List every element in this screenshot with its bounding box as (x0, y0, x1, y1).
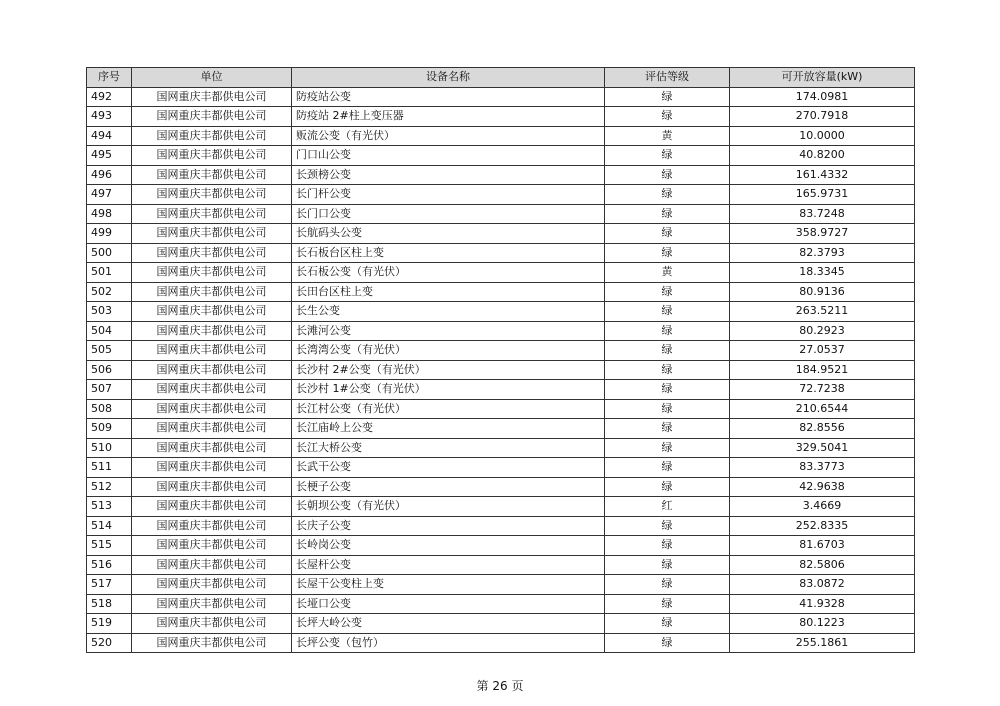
unit-cell: 国网重庆丰都供电公司 (132, 126, 292, 146)
table-row (87, 341, 915, 361)
unit-cell: 国网重庆丰都供电公司 (132, 380, 292, 400)
table-row (87, 399, 915, 419)
device-name-cell: 长庆子公变 (292, 516, 605, 536)
serial-number-cell: 513 (87, 497, 132, 517)
evaluation-level-cell: 红 (605, 497, 730, 517)
evaluation-level-cell: 绿 (605, 438, 730, 458)
evaluation-level-cell: 绿 (605, 399, 730, 419)
unit-cell: 国网重庆丰都供电公司 (132, 185, 292, 205)
evaluation-level-cell: 绿 (605, 224, 730, 244)
serial-number-cell: 495 (87, 146, 132, 166)
table-row (87, 536, 915, 556)
device-name-cell: 长江大桥公变 (292, 438, 605, 458)
evaluation-level-cell: 绿 (605, 594, 730, 614)
unit-cell: 国网重庆丰都供电公司 (132, 633, 292, 653)
serial-number-cell: 503 (87, 302, 132, 322)
unit-cell: 国网重庆丰都供电公司 (132, 438, 292, 458)
open-capacity-cell: 3.4669 (730, 497, 915, 517)
table-row (87, 224, 915, 244)
serial-number-cell: 509 (87, 419, 132, 439)
table-row (87, 438, 915, 458)
device-name-cell: 长坪大岭公变 (292, 614, 605, 634)
open-capacity-cell: 80.2923 (730, 321, 915, 341)
device-name-cell: 长沙村 1#公变（有光伏） (292, 380, 605, 400)
serial-number-cell: 519 (87, 614, 132, 634)
device-name-cell: 长田台区柱上变 (292, 282, 605, 302)
unit-cell: 国网重庆丰都供电公司 (132, 87, 292, 107)
header-serial-number: 序号 (87, 68, 132, 88)
open-capacity-cell: 72.7238 (730, 380, 915, 400)
header-device-name: 设备名称 (292, 68, 605, 88)
table-row (87, 282, 915, 302)
evaluation-level-cell: 绿 (605, 243, 730, 263)
evaluation-level-cell: 绿 (605, 302, 730, 322)
serial-number-cell: 492 (87, 87, 132, 107)
serial-number-cell: 499 (87, 224, 132, 244)
open-capacity-cell: 82.8556 (730, 419, 915, 439)
table-row (87, 146, 915, 166)
evaluation-level-cell: 绿 (605, 107, 730, 127)
evaluation-level-cell: 绿 (605, 477, 730, 497)
open-capacity-cell: 329.5041 (730, 438, 915, 458)
evaluation-level-cell: 绿 (605, 165, 730, 185)
open-capacity-cell: 252.8335 (730, 516, 915, 536)
open-capacity-cell: 83.7248 (730, 204, 915, 224)
device-name-cell: 长岭岗公变 (292, 536, 605, 556)
unit-cell: 国网重庆丰都供电公司 (132, 224, 292, 244)
open-capacity-cell: 80.1223 (730, 614, 915, 634)
device-name-cell: 长屋干公变柱上变 (292, 575, 605, 595)
open-capacity-cell: 40.8200 (730, 146, 915, 166)
open-capacity-cell: 161.4332 (730, 165, 915, 185)
serial-number-cell: 501 (87, 263, 132, 283)
table-row (87, 87, 915, 107)
unit-cell: 国网重庆丰都供电公司 (132, 107, 292, 127)
table-body (87, 87, 915, 653)
open-capacity-cell: 82.3793 (730, 243, 915, 263)
evaluation-level-cell: 绿 (605, 360, 730, 380)
unit-cell: 国网重庆丰都供电公司 (132, 399, 292, 419)
table-row (87, 243, 915, 263)
device-name-cell: 贩流公变（有光伏） (292, 126, 605, 146)
table-row (87, 126, 915, 146)
unit-cell: 国网重庆丰都供电公司 (132, 458, 292, 478)
serial-number-cell: 511 (87, 458, 132, 478)
open-capacity-cell: 82.5806 (730, 555, 915, 575)
evaluation-level-cell: 绿 (605, 87, 730, 107)
evaluation-level-cell: 黄 (605, 263, 730, 283)
table-row (87, 302, 915, 322)
device-name-cell: 门口山公变 (292, 146, 605, 166)
evaluation-level-cell: 黄 (605, 126, 730, 146)
serial-number-cell: 504 (87, 321, 132, 341)
evaluation-level-cell: 绿 (605, 516, 730, 536)
evaluation-level-cell: 绿 (605, 204, 730, 224)
serial-number-cell: 520 (87, 633, 132, 653)
evaluation-level-cell: 绿 (605, 282, 730, 302)
header-row (87, 68, 915, 88)
serial-number-cell: 516 (87, 555, 132, 575)
serial-number-cell: 497 (87, 185, 132, 205)
table-header (87, 68, 915, 88)
header-unit: 单位 (132, 68, 292, 88)
unit-cell: 国网重庆丰都供电公司 (132, 516, 292, 536)
open-capacity-cell: 18.3345 (730, 263, 915, 283)
open-capacity-cell: 83.3773 (730, 458, 915, 478)
device-name-cell: 长航码头公变 (292, 224, 605, 244)
table-row (87, 614, 915, 634)
device-name-cell: 长石板公变（有光伏） (292, 263, 605, 283)
unit-cell: 国网重庆丰都供电公司 (132, 555, 292, 575)
serial-number-cell: 498 (87, 204, 132, 224)
header-evaluation-level: 评估等级 (605, 68, 730, 88)
unit-cell: 国网重庆丰都供电公司 (132, 419, 292, 439)
open-capacity-cell: 184.9521 (730, 360, 915, 380)
unit-cell: 国网重庆丰都供电公司 (132, 146, 292, 166)
evaluation-level-cell: 绿 (605, 633, 730, 653)
unit-cell: 国网重庆丰都供电公司 (132, 204, 292, 224)
page-number: 第 26 页 (476, 679, 524, 693)
unit-cell: 国网重庆丰都供电公司 (132, 575, 292, 595)
serial-number-cell: 496 (87, 165, 132, 185)
evaluation-level-cell: 绿 (605, 555, 730, 575)
device-name-cell: 长江村公变（有光伏） (292, 399, 605, 419)
device-name-cell: 长颈榜公变 (292, 165, 605, 185)
table-row (87, 419, 915, 439)
table-row (87, 185, 915, 205)
device-name-cell: 长门口公变 (292, 204, 605, 224)
unit-cell: 国网重庆丰都供电公司 (132, 360, 292, 380)
device-name-cell: 长沙村 2#公变（有光伏） (292, 360, 605, 380)
device-name-cell: 长门杆公变 (292, 185, 605, 205)
serial-number-cell: 518 (87, 594, 132, 614)
evaluation-level-cell: 绿 (605, 341, 730, 361)
table-row (87, 458, 915, 478)
table-row (87, 575, 915, 595)
table-row (87, 107, 915, 127)
serial-number-cell: 493 (87, 107, 132, 127)
open-capacity-cell: 81.6703 (730, 536, 915, 556)
serial-number-cell: 505 (87, 341, 132, 361)
table-row (87, 633, 915, 653)
device-name-cell: 长滩河公变 (292, 321, 605, 341)
unit-cell: 国网重庆丰都供电公司 (132, 243, 292, 263)
table-row (87, 594, 915, 614)
unit-cell: 国网重庆丰都供电公司 (132, 536, 292, 556)
device-name-cell: 长坪公变（包竹） (292, 633, 605, 653)
device-name-cell: 长湾湾公变（有光伏） (292, 341, 605, 361)
evaluation-level-cell: 绿 (605, 380, 730, 400)
evaluation-level-cell: 绿 (605, 536, 730, 556)
device-name-cell: 长朝坝公变（有光伏） (292, 497, 605, 517)
serial-number-cell: 517 (87, 575, 132, 595)
unit-cell: 国网重庆丰都供电公司 (132, 282, 292, 302)
table-row (87, 555, 915, 575)
open-capacity-cell: 263.5211 (730, 302, 915, 322)
evaluation-level-cell: 绿 (605, 185, 730, 205)
table-row (87, 321, 915, 341)
table-row (87, 497, 915, 517)
open-capacity-cell: 27.0537 (730, 341, 915, 361)
open-capacity-cell: 42.9638 (730, 477, 915, 497)
table-row (87, 360, 915, 380)
table-row (87, 516, 915, 536)
unit-cell: 国网重庆丰都供电公司 (132, 614, 292, 634)
device-name-cell: 长垭口公变 (292, 594, 605, 614)
open-capacity-cell: 210.6544 (730, 399, 915, 419)
serial-number-cell: 494 (87, 126, 132, 146)
table-row (87, 165, 915, 185)
serial-number-cell: 514 (87, 516, 132, 536)
open-capacity-cell: 174.0981 (730, 87, 915, 107)
capacity-table (86, 67, 915, 653)
evaluation-level-cell: 绿 (605, 419, 730, 439)
serial-number-cell: 500 (87, 243, 132, 263)
evaluation-level-cell: 绿 (605, 321, 730, 341)
device-name-cell: 长江庙岭上公变 (292, 419, 605, 439)
open-capacity-cell: 83.0872 (730, 575, 915, 595)
open-capacity-cell: 10.0000 (730, 126, 915, 146)
device-name-cell: 长武干公变 (292, 458, 605, 478)
table-row (87, 477, 915, 497)
unit-cell: 国网重庆丰都供电公司 (132, 263, 292, 283)
unit-cell: 国网重庆丰都供电公司 (132, 497, 292, 517)
serial-number-cell: 515 (87, 536, 132, 556)
open-capacity-cell: 270.7918 (730, 107, 915, 127)
device-name-cell: 防疫站公变 (292, 87, 605, 107)
serial-number-cell: 506 (87, 360, 132, 380)
open-capacity-cell: 358.9727 (730, 224, 915, 244)
unit-cell: 国网重庆丰都供电公司 (132, 477, 292, 497)
table-row (87, 263, 915, 283)
table-row (87, 204, 915, 224)
evaluation-level-cell: 绿 (605, 614, 730, 634)
device-name-cell: 长屋杆公变 (292, 555, 605, 575)
evaluation-level-cell: 绿 (605, 575, 730, 595)
unit-cell: 国网重庆丰都供电公司 (132, 594, 292, 614)
device-name-cell: 防疫站 2#柱上变压器 (292, 107, 605, 127)
device-name-cell: 长生公变 (292, 302, 605, 322)
open-capacity-cell: 255.1861 (730, 633, 915, 653)
open-capacity-cell: 41.9328 (730, 594, 915, 614)
serial-number-cell: 507 (87, 380, 132, 400)
open-capacity-cell: 165.9731 (730, 185, 915, 205)
unit-cell: 国网重庆丰都供电公司 (132, 302, 292, 322)
unit-cell: 国网重庆丰都供电公司 (132, 165, 292, 185)
device-name-cell: 长梗子公变 (292, 477, 605, 497)
serial-number-cell: 510 (87, 438, 132, 458)
unit-cell: 国网重庆丰都供电公司 (132, 341, 292, 361)
evaluation-level-cell: 绿 (605, 146, 730, 166)
open-capacity-cell: 80.9136 (730, 282, 915, 302)
table-row (87, 380, 915, 400)
serial-number-cell: 512 (87, 477, 132, 497)
evaluation-level-cell: 绿 (605, 458, 730, 478)
serial-number-cell: 508 (87, 399, 132, 419)
header-open-capacity: 可开放容量(kW) (730, 68, 915, 88)
serial-number-cell: 502 (87, 282, 132, 302)
unit-cell: 国网重庆丰都供电公司 (132, 321, 292, 341)
device-name-cell: 长石板台区柱上变 (292, 243, 605, 263)
